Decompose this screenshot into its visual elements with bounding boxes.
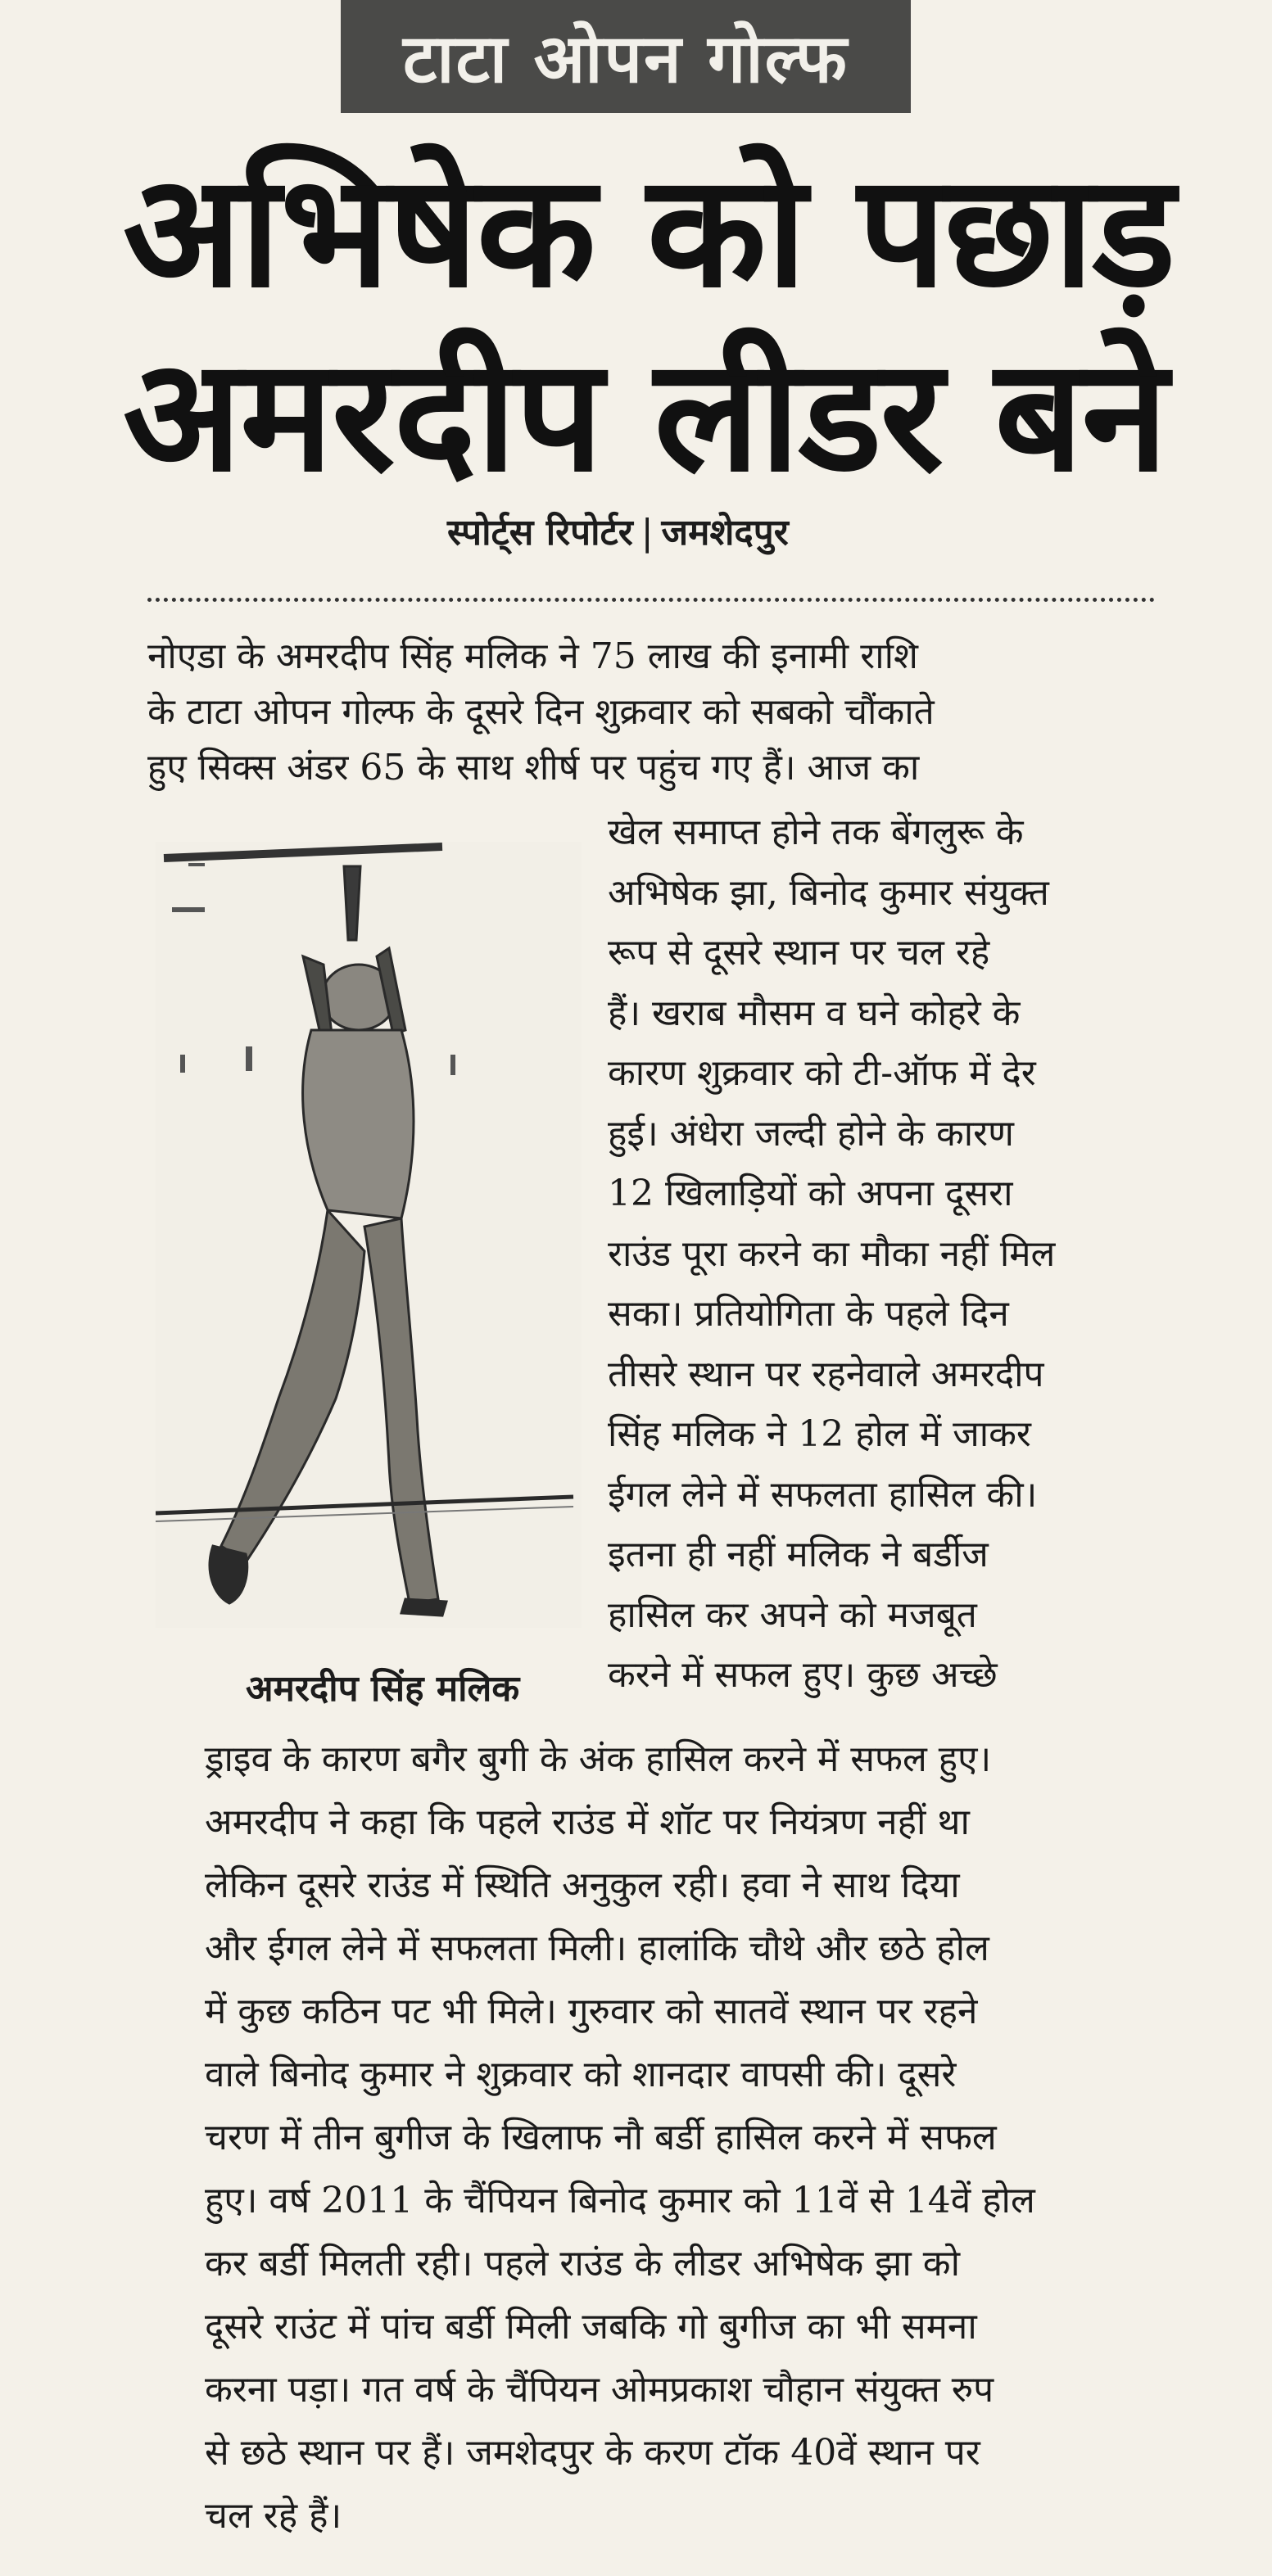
- text-line: हैं। खराब मौसम व घने कोहरे के: [608, 992, 1021, 1034]
- text-line: इतना ही नहीं मलिक ने बर्डीज: [608, 1534, 989, 1575]
- golfer-photo-frame-line: [164, 847, 442, 865]
- text-line: राउंड पूरा करने का मौका नहीं मिल: [608, 1232, 1056, 1275]
- text-line: दूसरे राउंट में पांच बर्डी मिली जबकि गो बुगीज का भी समना: [205, 2306, 977, 2348]
- text-line: ईगल लेने में सफलता हासिल की।: [608, 1473, 1038, 1516]
- text-line: से छठे स्थान पर हैं। जमशेदपुर के करण टॉक 40वें स्थान पर: [205, 2432, 980, 2474]
- headline-line: अमरदीप लीडर बने: [123, 325, 1167, 506]
- grass-line: [156, 1497, 573, 1521]
- text-line: सका। प्रतियोगिता के पहले दिन: [608, 1293, 1009, 1335]
- text-line: हुए सिक्स अंडर 65 के साथ शीर्ष पर पहुंच गए हैं। आज का: [147, 747, 920, 789]
- text-line: अभिषेक झा, बिनोद कुमार संयुक्त: [608, 871, 1049, 914]
- text-line: हुई। अंधेरा जल्दी होने के कारण: [608, 1112, 1014, 1155]
- headline: [123, 139, 1188, 508]
- text-line: लेकिन दूसरे राउंड में स्थिति अनुकुल रही। हवा ने साथ दिया: [205, 1864, 960, 1906]
- text-line: रूप से दूसरे स्थान पर चल रहे: [608, 932, 990, 974]
- text-line: नोएडा के अमरदीप सिंह मलिक ने 75 लाख की इनामी राशि: [147, 635, 918, 677]
- text-line: करने में सफल हुए। कुछ अच्छे: [608, 1654, 998, 1696]
- text-line: 12 खिलाड़ियों को अपना दूसरा: [608, 1173, 1013, 1214]
- text-line: वाले बिनोद कुमार ने शुक्रवार को शानदार वापसी की। दूसरे: [205, 2054, 957, 2095]
- text-line: करना पड़ा। गत वर्ष के चैंपियन ओमप्रकाश चौहान संयुक्त रुप: [205, 2369, 994, 2411]
- text-line: और ईगल लेने में सफलता मिली। हालांकि चौथे और छठे होल: [205, 1927, 989, 1969]
- text-line: में कुछ कठिन पट भी मिले। गुरुवार को सातवें स्थान पर रहने: [205, 1991, 978, 2032]
- text-line: कर बर्डी मिलती रही। पहले राउंड के लीडर अभिषेक झा को: [205, 2243, 960, 2285]
- text-line: हुए। वर्ष 2011 के चैंपियन बिनोद कुमार को 11वें से 14वें होल: [205, 2180, 1035, 2221]
- text-line: सिंह मलिक ने 12 होल में जाकर: [608, 1413, 1031, 1455]
- text-line: कारण शुक्रवार को टी-ऑफ में देर: [608, 1052, 1036, 1094]
- text-line: ड्राइव के कारण बगैर बुगी के अंक हासिल करने में सफल हुए।: [205, 1738, 992, 1780]
- text-line: चरण में तीन बुगीज के खिलाफ नौ बर्डी हासिल करने में सफल: [205, 2117, 997, 2158]
- text-line: अमरदीप ने कहा कि पहले राउंड में शॉट पर नियंत्रण नहीं था: [205, 1801, 970, 1843]
- photo-caption: अमरदीप सिंह मलिक: [246, 1668, 520, 1710]
- side-column-text: [608, 802, 1197, 1706]
- intro-paragraph: [147, 629, 1196, 796]
- byline-reporter: स्पोर्ट्स रिपोर्टर: [447, 512, 633, 554]
- byline-separator: |: [641, 512, 654, 554]
- golfer-photo: [156, 842, 582, 1628]
- section-kicker: टाटा ओपन गोल्फ: [341, 0, 911, 113]
- headline-line: अभिषेक को पछाड़: [123, 141, 1175, 322]
- body-paragraph: [205, 1728, 1237, 2547]
- dotted-divider: [147, 598, 1155, 602]
- text-line: के टाटा ओपन गोल्फ के दूसरे दिन शुक्रवार को सबको चौंकाते: [147, 691, 935, 733]
- byline: [447, 506, 789, 555]
- text-line: हासिल कर अपने को मजबूत: [608, 1593, 977, 1636]
- text-line: तीसरे स्थान पर रहनेवाले अमरदीप: [608, 1353, 1044, 1395]
- text-line: चल रहे हैं।: [205, 2495, 342, 2537]
- byline-location: जमशेदपुर: [661, 512, 789, 554]
- text-line: खेल समाप्त होने तक बेंगलुरू के: [608, 811, 1024, 853]
